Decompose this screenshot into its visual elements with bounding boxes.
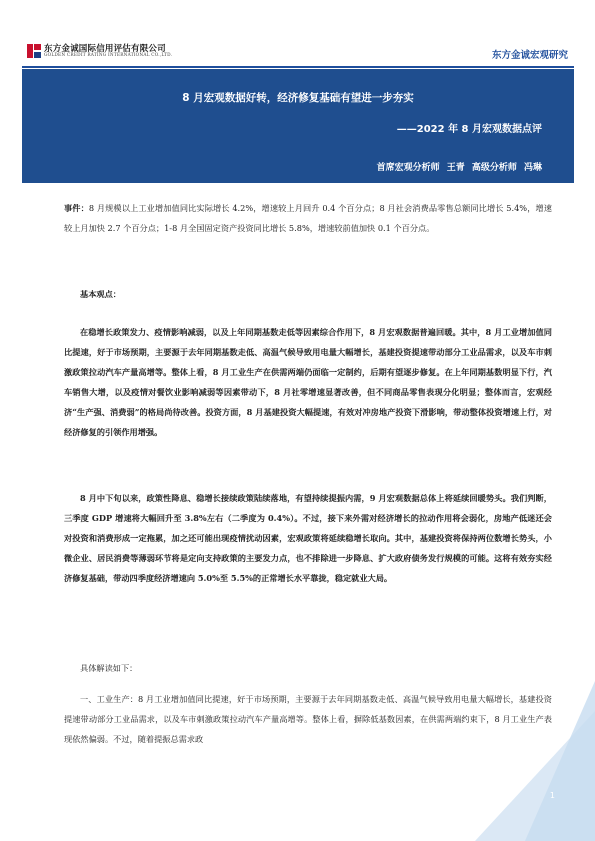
page-header <box>22 38 574 68</box>
corner-decoration-accent <box>525 681 595 841</box>
detail-paragraph-1: 一、工业生产：8 月工业增加值同比提速，好于市场预期，主要源于去年同期基数走低、高温气候导致用电量大幅增长，基建投资提速带动部分工业品需求，以及车市刺激政策拉动汽车产量高增等。整体上看，摒除低基数因素，在供需两端约束下，8 月工业生产表现依然偏弱。不过，随着提振总需求政 <box>64 694 552 744</box>
title-banner <box>22 69 574 183</box>
brand-label: 东方金诚宏观研究 <box>491 50 568 61</box>
basic-view-paragraph-1: 在稳增长政策发力、疫情影响减弱，以及上年同期基数走低等因素综合作用下，8 月宏观数据普遍回暖。其中，8 月工业增加值同比提速，好于市场预期，主要源于去年同期基数走低、高温气候导致用电量大幅增长，基建投资提速带动部分工业品需求，以及车市刺激政策拉动汽车产量高增等。整体上看，8 月工业生产在供需两端仍面临一定制约，后期有望逐步修复。在上年同期基数明显下行，汽车销售大增，以及疫情对餐饮业影响减弱等因素带动下，8 月社零增速显著改善，但不同商品零售表现分化明显；整体而言，宏观经济“生产强、消费弱”的格局尚待改善。投资方面，8 月基建投资大幅提速，有效对冲房地产投资下滑影响，带动整体投资增速上行，对经济修复的引领作用增强。 <box>64 327 552 437</box>
company-name-cn: 东方金诚国际信用评估有限公司 <box>44 44 166 54</box>
header-divider <box>22 66 574 68</box>
basic-view-paragraph-2: 8 月中下旬以来，政策性降息、稳增长接续政策陆续落地，有望持续提振内需，9 月宏观数据总体上将延续回暖势头。我们判断，三季度 GDP 增速将大幅回升至 3.8%左右（二季度为 0.4%）。不过，接下来外需对经济增长的拉动作用将会弱化，房地产低迷还会对投资和消费形成一定拖累，加之还可能出现疫情扰动因素，宏观政策将延续稳增长取向。其中，基建投资将保持两位数增长势头，小微企业、居民消费等薄弱环节将是定向支持政策的主要发力点，也不排除进一步降息、扩大政府债务发行规模的可能。这将有效夯实经济修复基础，带动四季度经济增速向 5.0%至 5.5%的正常增长水平靠拢，稳定就业大局。 <box>64 493 552 583</box>
report-title: 8 月宏观数据好转，经济修复基础有望进一步夯实 <box>182 92 414 104</box>
basic-views-heading: 基本观点： <box>80 289 121 299</box>
report-subtitle: ——2022 年 8 月宏观数据点评 <box>396 124 542 135</box>
event-text: 8 月规模以上工业增加值同比实际增长 4.2%，增速较上月回升 0.4 个百分点；8 月社会消费品零售总额同比增长 5.4%，增速较上月加快 2.7 个百分点；1-8 月全国固定资产投资同比增长 5.8%，增速较前值加快 0.1 个百分点。 <box>64 203 552 233</box>
event-label: 事件： <box>64 203 89 213</box>
logo-mark-icon <box>27 44 41 58</box>
detail-heading: 具体解读如下： <box>80 663 138 673</box>
report-authors: 首席宏观分析师 王青 高级分析师 冯琳 <box>376 163 542 173</box>
company-logo <box>27 42 227 64</box>
company-name-en: GOLDEN CREDIT RATING INTERNATIONAL CO.,LTD. <box>44 53 173 58</box>
event-paragraph <box>64 198 552 238</box>
page-number: 1 <box>549 791 555 800</box>
